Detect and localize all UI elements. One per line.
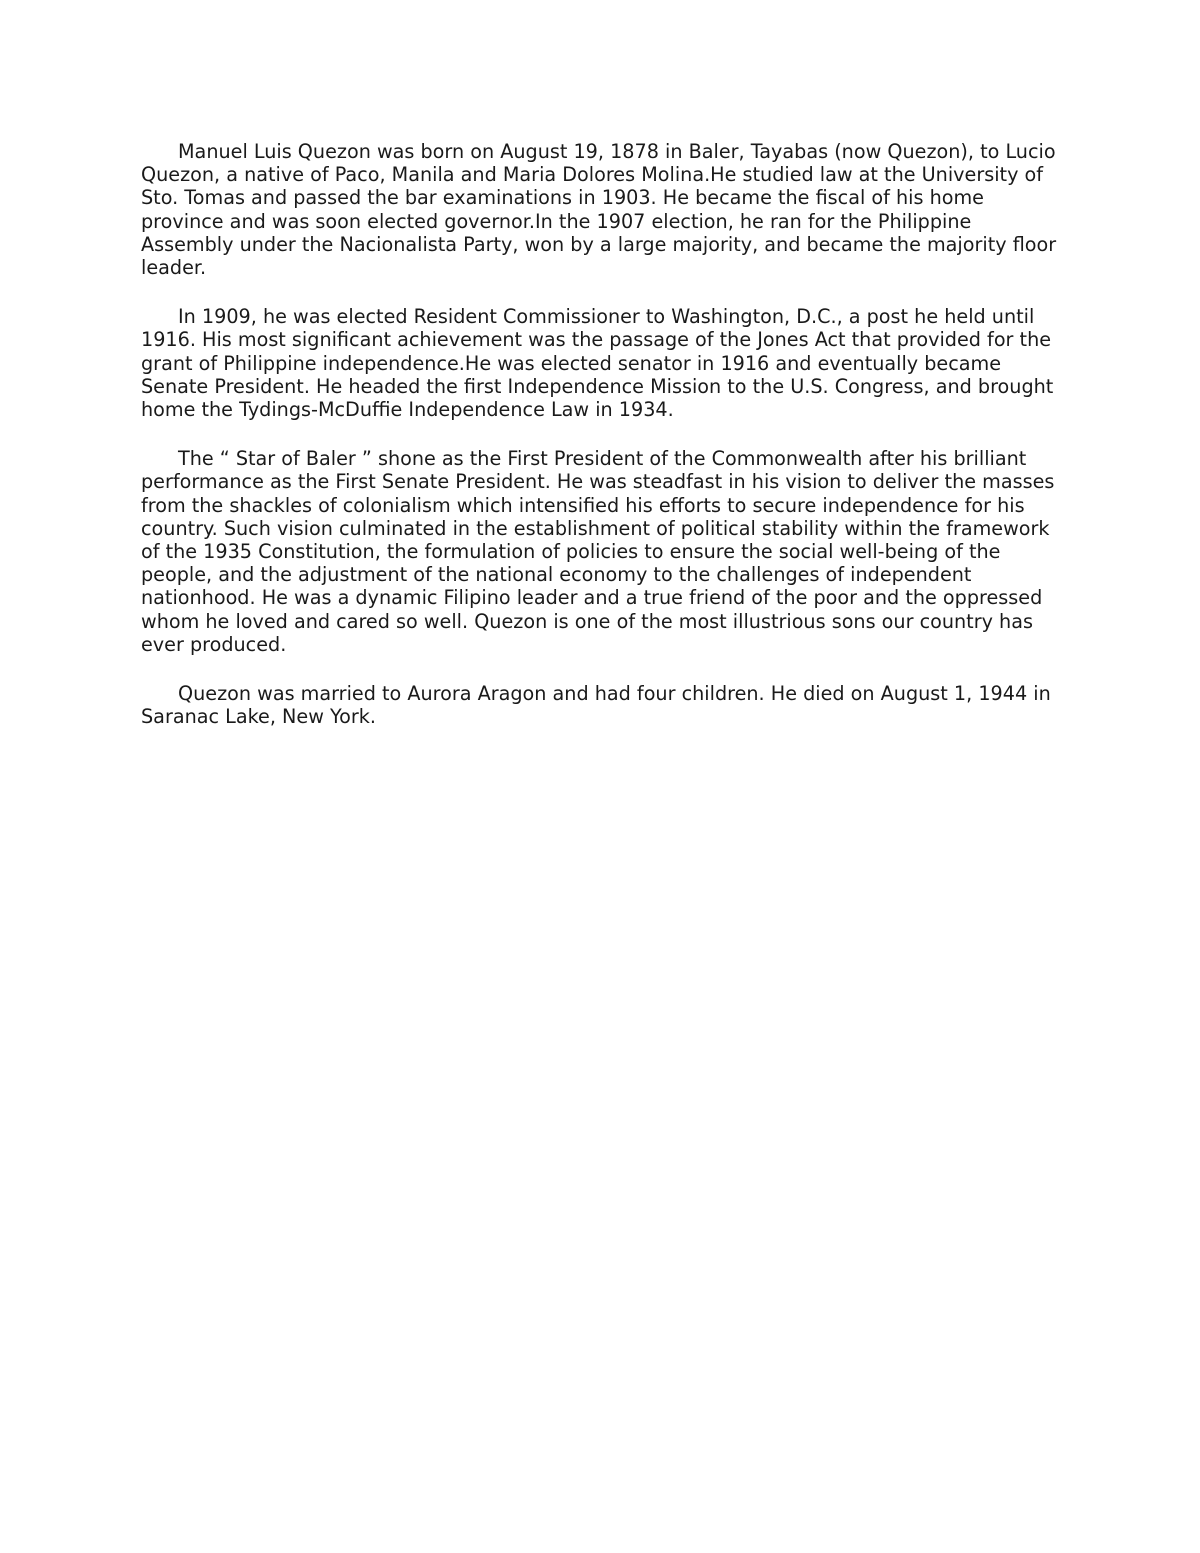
paragraph-family-and-death: Quezon was married to Aurora Aragon and had four children. He died on August 1, 1944 in Saranac Lake, New York. [141, 682, 1051, 729]
document-page [141, 140, 1066, 754]
paragraph-commonwealth-president: The “ Star of Baler ” shone as the First President of the Commonwealth after his brilliant performance as the First Senate President. He was steadfast in his vision to deliver the masses from the shackles of colonialism which intensified his efforts to secure independence for his country. Such vision culminated in the establishment of political stability within the framework of the 1935 Constitution, the formulation of policies to ensure the social well-being of the people, and the adjustment of the national economy to the challenges of independent nationhood. He was a dynamic Filipino leader and a true friend of the poor and the oppressed whom he loved and cared so well. Quezon is one of the most illustrious sons our country has ever produced. [141, 447, 1055, 656]
paragraph-resident-commissioner: In 1909, he was elected Resident Commissioner to Washington, D.C., a post he held until 1916. His most significant achievement was the passage of the Jones Act that provided for the grant of Philippine independence.He was elected senator in 1916 and eventually became Senate President. He headed the first Independence Mission to the U.S. Congress, and brought home the Tydings-McDuffie Independence Law in 1934. [141, 305, 1054, 422]
paragraph-birth-and-early-career: Manuel Luis Quezon was born on August 19, 1878 in Baler, Tayabas (now Quezon), to Lucio Quezon, a native of Paco, Manila and Maria Dolores Molina.He studied law at the University of Sto. Tomas and passed the bar examinations in 1903. He became the fiscal of his home province and was soon elected governor.In the 1907 election, he ran for the Philippine Assembly under the Nacionalista Party, won by a large majority, and became the majority floor leader. [141, 140, 1057, 280]
